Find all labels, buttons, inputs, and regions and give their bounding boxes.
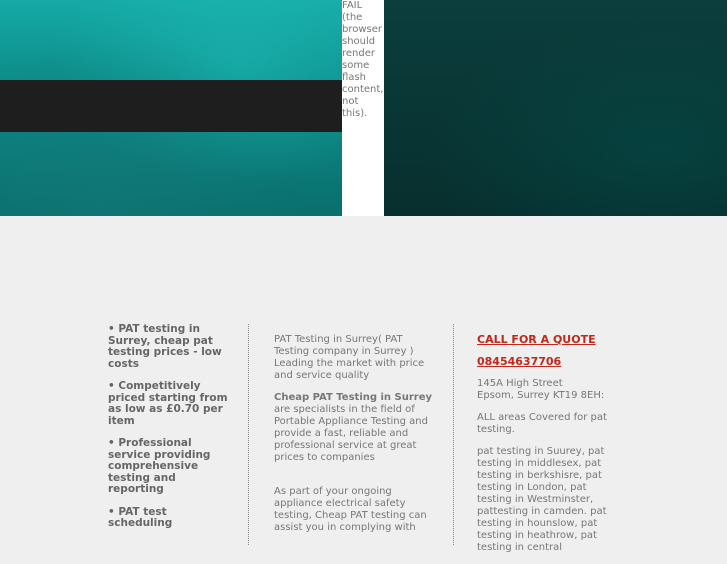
call-for-quote-link[interactable]: CALL FOR A QUOTE (477, 333, 596, 346)
feature-item: • PAT test scheduling (108, 505, 173, 529)
feature-item: • Competitively priced starting from as low as £0.70 per item (108, 380, 228, 427)
about-compliance: As part of your ongoing appliance electrical safety testing, Cheap PAT testing can assist you in complying with (274, 486, 427, 533)
phone-number-link[interactable]: 08454637706 (477, 355, 562, 368)
about-highlight-bold: Cheap PAT Testing in Surrey (274, 392, 433, 403)
about-highlight (274, 392, 434, 464)
feature-item: • Professional service providing comprehensive testing and reporting (108, 437, 211, 495)
contact-column (477, 324, 622, 564)
features-column (108, 324, 228, 541)
banner-right-image (384, 0, 727, 216)
address (477, 378, 622, 402)
address-line: Epsom, Surrey KT19 8EH: (477, 390, 605, 401)
column-divider (248, 324, 249, 545)
feature-item: • PAT testing in Surrey, cheap pat testing prices - low costs (108, 323, 222, 370)
about-highlight-rest: are specialists in the field of Portable Appliance Testing and provide a fast, reliable and professional service at great prices to companies (274, 404, 428, 463)
coverage-text: ALL areas Covered for pat testing. (477, 412, 607, 435)
about-column (274, 324, 434, 544)
flash-fallback-text: FAIL (the browser should render some flash content, not this). (342, 0, 384, 119)
column-divider (453, 324, 454, 545)
areas-text: pat testing in Suurey, pat testing in middlesex, pat testing in berkshisre, pat testing in London, pat testing in Westminster, pattesting in camden. pat testing in hounslow, pat testing in heathrow, pat testing in central (477, 446, 607, 553)
about-intro: PAT Testing in Surrey( PAT Testing company in Surrey ) Leading the market with price and service quality (274, 334, 425, 381)
banner-dark-band (0, 80, 342, 132)
address-line: 145A High Street (477, 378, 563, 389)
